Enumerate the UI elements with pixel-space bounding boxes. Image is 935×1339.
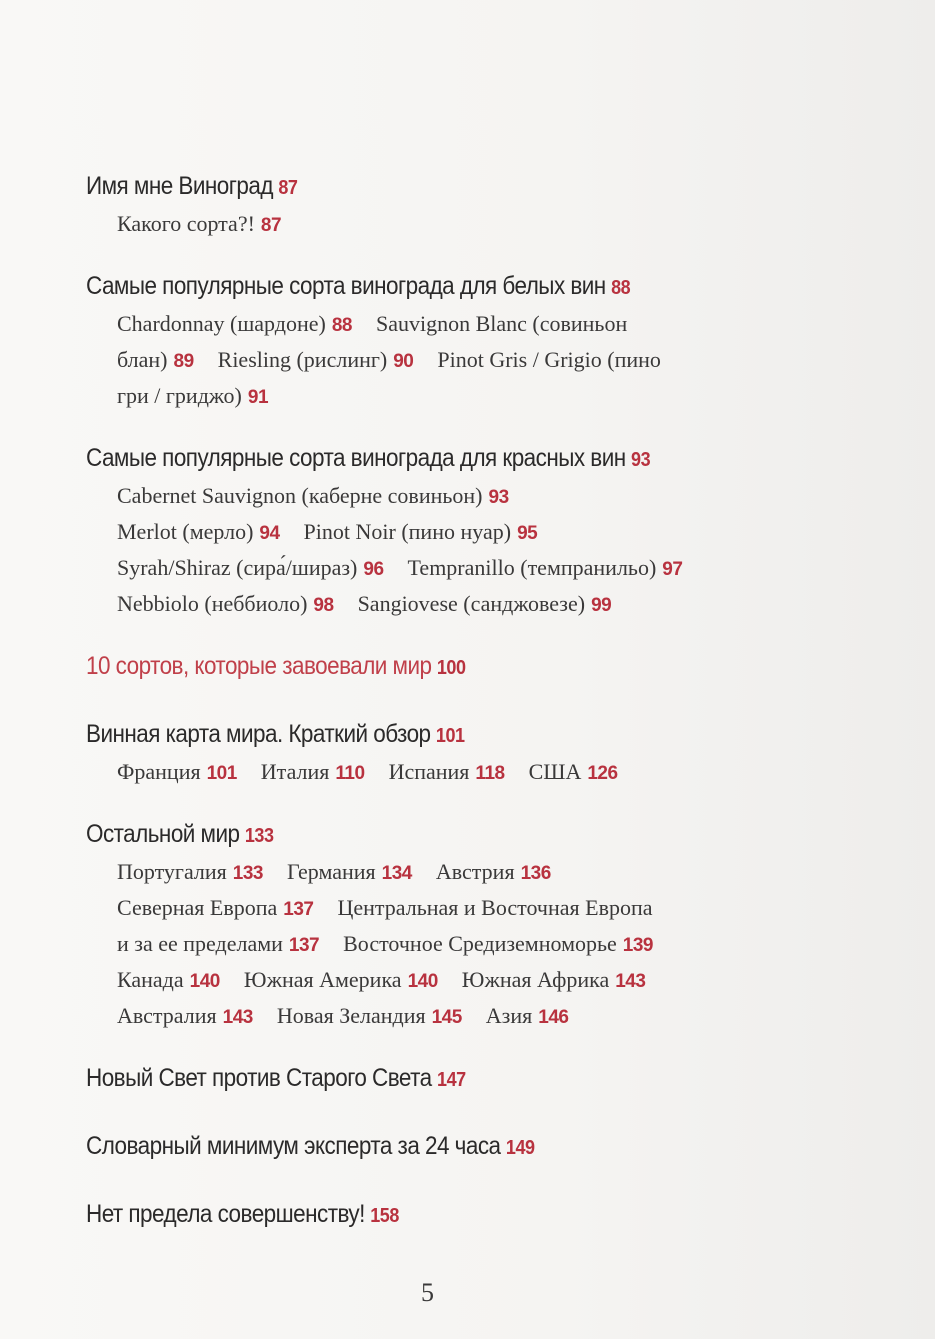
toc-section-rest-of-world — [86, 816, 886, 1035]
heading-title: Самые популярные сорта винограда для белых вин — [86, 272, 606, 300]
page-ref: 93 — [488, 487, 509, 508]
toc-entry — [436, 859, 551, 884]
page-ref: 88 — [611, 277, 631, 299]
heading-title: Винная карта мира. Краткий обзор — [86, 720, 431, 748]
toc-section-white-grapes — [86, 268, 886, 415]
toc-entry — [117, 859, 263, 884]
page-ref: 145 — [431, 1007, 462, 1028]
toc-heading — [86, 1060, 806, 1099]
page-ref: 97 — [662, 559, 683, 580]
page-ref: 90 — [393, 351, 414, 372]
toc-entry — [376, 311, 627, 336]
toc-entry — [117, 591, 334, 616]
toc-entry — [117, 383, 268, 408]
toc-entry — [117, 1003, 253, 1028]
page-ref: 87 — [278, 177, 298, 199]
entry-title: Канада — [117, 967, 184, 992]
toc-entry — [117, 311, 352, 336]
toc-entry — [117, 931, 319, 956]
toc-entry — [117, 759, 237, 784]
entry-title: Sauvignon Blanc (совиньон — [375, 311, 628, 336]
toc-heading — [86, 816, 806, 855]
entry-title: Испания — [388, 759, 470, 784]
entry-title: Chardonnay (шардоне) — [117, 311, 326, 336]
toc-entries — [86, 207, 797, 243]
page-ref: 143 — [222, 1007, 253, 1028]
page-ref: 126 — [587, 763, 618, 784]
toc-heading — [86, 716, 806, 755]
toc-entry — [486, 1003, 569, 1028]
page-ref: 98 — [313, 595, 334, 616]
entry-title: Южная Америка — [243, 967, 402, 992]
toc-heading — [86, 168, 806, 207]
toc-line — [117, 307, 797, 343]
toc-line — [117, 479, 797, 515]
page-ref: 94 — [259, 523, 280, 544]
toc-entries — [86, 855, 797, 1035]
page-ref: 133 — [232, 863, 263, 884]
entry-title: Sangiovese (санджовезе) — [357, 591, 586, 616]
entry-title: Nebbiolo (неббиоло) — [117, 591, 308, 616]
entry-title: Австралия — [117, 1003, 217, 1028]
page-ref: 101 — [435, 725, 465, 747]
page-ref: 95 — [517, 523, 538, 544]
entry-title: Pinot Noir (пино нуар) — [303, 519, 512, 544]
toc-entry — [343, 931, 653, 956]
toc-section-red-grapes — [86, 440, 886, 623]
page-ref: 93 — [631, 449, 651, 471]
entry-title: Центральная и Восточная Европа — [337, 895, 653, 920]
entry-title: Португалия — [117, 859, 227, 884]
entry-title: Франция — [117, 759, 201, 784]
toc-section-wine-map — [86, 716, 886, 791]
toc-line — [117, 551, 797, 587]
page-ref: 101 — [206, 763, 237, 784]
entry-title: Cabernet Sauvignon (каберне совиньон) — [117, 483, 483, 508]
entry-title: Австрия — [435, 859, 515, 884]
toc-line — [117, 515, 797, 551]
heading-title: Самые популярные сорта винограда для красных вин — [86, 444, 626, 472]
entry-title: Северная Европа — [117, 895, 278, 920]
page-ref: 91 — [247, 387, 269, 408]
toc-entries — [86, 755, 797, 791]
toc-entry — [117, 555, 384, 580]
toc-section-grape — [86, 168, 886, 243]
page-number: 5 — [421, 1278, 434, 1307]
toc-section-new-vs-old-world — [86, 1060, 886, 1099]
toc-entry — [358, 591, 612, 616]
entry-title: Syrah/Shiraz (сира́/шираз) — [117, 555, 358, 580]
toc-heading — [86, 440, 806, 479]
toc-section-perfection — [86, 1196, 886, 1235]
toc-line — [117, 379, 797, 415]
toc-entry — [117, 347, 194, 372]
toc-entry — [277, 1003, 462, 1028]
entry-title: Riesling (рислинг) — [217, 347, 388, 372]
heading-title: Новый Свет против Старого Света — [86, 1064, 432, 1092]
toc-entries — [86, 479, 797, 623]
entry-title: блан) — [117, 347, 168, 372]
entry-title: Восточное Средиземноморье — [343, 931, 617, 956]
entry-title: Какого сорта?! — [117, 211, 255, 236]
toc-heading — [86, 1196, 806, 1235]
toc-entry — [117, 211, 281, 236]
toc-entries — [86, 307, 797, 415]
page-ref: 137 — [288, 935, 320, 956]
toc-section-ten-grapes — [86, 648, 886, 687]
page-ref: 136 — [520, 863, 551, 884]
page-ref: 139 — [622, 935, 653, 956]
heading-title: Нет предела совершенству! — [86, 1200, 365, 1228]
toc-entry — [117, 967, 220, 992]
toc-entry — [117, 519, 280, 544]
toc-line — [117, 207, 797, 243]
toc-entry — [408, 555, 683, 580]
entry-title: США — [528, 759, 582, 784]
entry-title: Италия — [260, 759, 330, 784]
toc-line — [117, 343, 797, 379]
page-ref: 137 — [283, 899, 314, 920]
toc-entry — [337, 895, 652, 920]
toc-entry — [218, 347, 414, 372]
page-ref: 140 — [189, 971, 220, 992]
page-ref: 88 — [331, 315, 352, 336]
page-ref: 96 — [363, 559, 384, 580]
toc-entry — [437, 347, 661, 372]
entry-title: Южная Африка — [461, 967, 610, 992]
toc-section-glossary — [86, 1128, 886, 1167]
toc-heading — [86, 1128, 806, 1167]
entry-title: Новая Зеландия — [276, 1003, 426, 1028]
toc-line — [117, 755, 797, 791]
toc-entry — [462, 967, 646, 992]
page-ref: 149 — [505, 1137, 535, 1159]
page-ref: 110 — [335, 763, 365, 784]
entry-title: Германия — [286, 859, 376, 884]
page-ref: 87 — [260, 215, 282, 236]
page-ref: 146 — [538, 1007, 569, 1028]
page-ref: 89 — [173, 351, 194, 372]
heading-title: Словарный минимум эксперта за 24 часа — [86, 1132, 501, 1160]
toc-entry — [117, 895, 313, 920]
page-ref: 140 — [407, 971, 438, 992]
toc-line — [117, 855, 797, 891]
heading-title: Имя мне Виноград — [86, 172, 273, 200]
entry-title: и за ее пределами — [117, 931, 283, 956]
toc-line — [117, 999, 797, 1035]
toc-heading — [86, 648, 806, 687]
toc-heading — [86, 268, 806, 307]
page-ref: 99 — [591, 595, 612, 616]
toc-entry — [287, 859, 412, 884]
toc-entry — [389, 759, 505, 784]
entry-title: Pinot Gris / Grigio (пино — [437, 347, 661, 372]
toc-line — [117, 587, 797, 623]
page-ref: 133 — [244, 825, 274, 847]
toc-entry — [244, 967, 438, 992]
entry-title: Азия — [485, 1003, 533, 1028]
page-ref: 143 — [615, 971, 646, 992]
table-of-contents — [86, 168, 886, 1235]
toc-entry — [117, 483, 509, 508]
entry-title: Merlot (мерло) — [117, 519, 254, 544]
page-ref: 147 — [437, 1069, 466, 1091]
heading-title: 10 сортов, которые завоевали мир — [86, 652, 432, 680]
page-ref: 100 — [436, 657, 466, 679]
toc-line — [117, 891, 797, 927]
page-ref: 158 — [370, 1205, 399, 1227]
toc-line — [117, 927, 797, 963]
page-ref: 118 — [475, 763, 505, 784]
page-ref: 134 — [381, 863, 412, 884]
entry-title: Tempranillo (темпранильо) — [407, 555, 657, 580]
toc-entry — [261, 759, 365, 784]
heading-title: Остальной мир — [86, 820, 240, 848]
toc-entry — [304, 519, 538, 544]
toc-entry — [529, 759, 618, 784]
entry-title: гри / гриджо) — [117, 383, 242, 408]
toc-line — [117, 963, 797, 999]
